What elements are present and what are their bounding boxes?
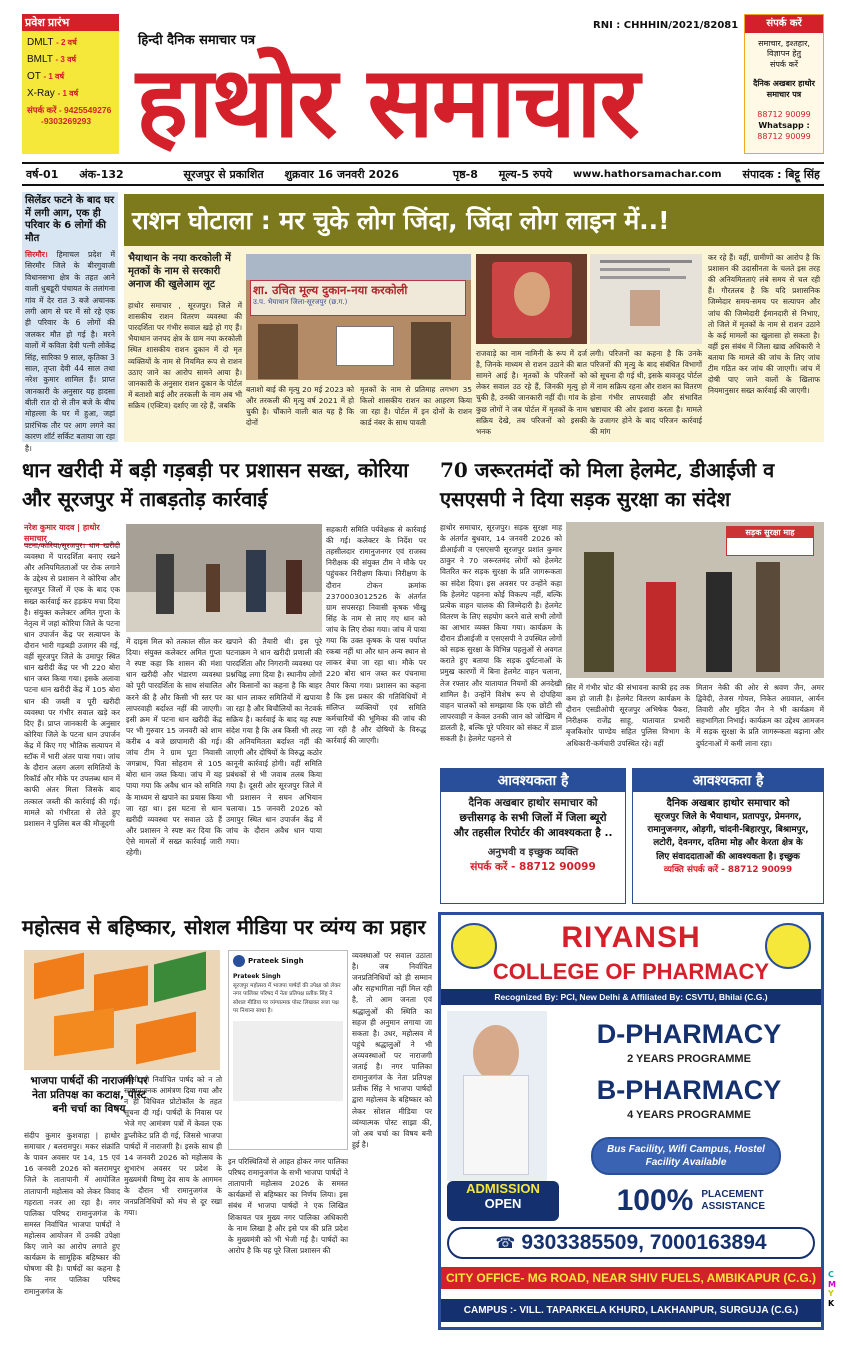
facility-note: Bus Facility, Wifi Campus, Hostel Facility Available: [591, 1137, 781, 1175]
top-story-body-4: राजवाड़े का नाम नामिनी के रूप में दर्ज है, जिनके माध्यम से राशन उठाने की बात सामने आई है। मृतकों के परिजनों को लेकर सवाल उठ रहे हैं, जिनकी मृत्यु हो चुकी है, उनकी जानकारी नहीं दी। गांव के कुछ लोगों ने जब पोर्टल में मृतकों के नाम सक्रिय देखे, तब परिजनों को इसकी भनक: [476, 349, 587, 436]
paddy-headline: धान खरीदी में बड़ी गड़बड़ी पर प्रशासन सख्त, कोरिया और सूरजपुर में ताबड़तोड़ कार्रवाई: [22, 458, 409, 511]
avatar: [233, 955, 245, 967]
city-office: CITY OFFICE- MG ROAD, NEAR SHIV FUELS, AMBIKAPUR (C.G.): [441, 1267, 821, 1289]
top-story-banner: [124, 194, 824, 246]
helmet-headline: 70 जरूरतमंदों को मिला हेलमेट, डीआईजी व एसएसपी ने दिया सड़क सुरक्षा का संदेश: [440, 458, 775, 511]
paddy-col-4: सहकारी समिति पर्यवेक्षक से कार्रवाई की गई। कलेक्टर के निर्देश पर तहसीलदार रामानुजनगर एवं राजस्व निरीक्षक की संयुक्त टीम ने मौके पर पहुंचकर निरीक्षण किया। निरीक्षण के दौरान टोकन क्रमांक 2370003012526 के अंतर्गत ग्राम सपसरहा निवासी कृषक भीखु सिंह के नाम से लाए गए धान को जांच के लिए रोका गया। जांच में पाया गया कि उक्त कृषक के पास पर्याप्त रकबा नहीं था और धान अन्य स्थान से लाकर बेचा जा रहा था। मौके पर 220 बोरा धान जब्त कर पंचनामा तैयार किया गया। प्रशासन का कहना है कि इस प्रकार की गतिविधियों में संलिप्त व्यक्तियों एवं समिति कर्मचारियों की भूमिका की जांच की जा रही है और दोषियों के विरुद्ध कार्रवाई की जाएगी।: [326, 525, 426, 746]
top-story-body-1: हाथोर समाचार , सूरजपुर। जिले में शासकीय राशन वितरण व्यवस्था की पारदर्शिता पर गंभीर सवाल खड़े हो गए हैं। भैयाथान जनपद क्षेत्र के ग्राम नया करकोली स्थित शासकीय राशन दुकान में दो मृत व्यक्तियों के नाम से नियमित रूप से राशन उठाए जाने का आरोप सामने आया है। जानकारी के अनुसार राशन दुकान के पोर्टल में बताशो बाई और तरकली के नाम अब भी सक्रिय (एक्टिव) दर्शाए जा रहे हैं, जबकि: [128, 301, 242, 410]
top-story-body-5: लगी। परिजनों का कहना है कि उनके परिजनों की मृत्यु के बाद संबंधित विभागों को सूचना दी गई थी, इसके बावजूद पोर्टल में नाम सक्रिय रहना और राशन का वितरण होना गंभीर लापरवाही और संभावित भ्रष्टाचार की ओर इशारा करता है। मामले के उजागर होने के बाद परिजन कार्रवाई की मांग: [590, 349, 702, 436]
top-story-headline: राशन घोटाला : मर चुके लोग जिंदा, जिंदा लोग लाइन में..!: [132, 206, 670, 235]
issue-number: अंक-132: [79, 167, 124, 181]
course-d-pharmacy: D-PHARMACY: [596, 1019, 782, 1049]
paddy-col-1: पटना/कोरिया/सूरजपुर। धान खरीदी व्यवस्था में पारदर्शिता बनाए रखने और अनियमितताओं पर रोक लगाने के उद्देश्य से प्रशासन ने कोरिया और सूरजपुर जिलों में एक के बाद एक सख्त कार्रवाई कर हड़कंप मचा दिया है। संयुक्त कलेक्टर अमित गुप्ता के नेतृत्व में जहां कोरिया जिले के पटना धान उपार्जन केंद्र पर सत्यापन के दौरान भारी गड़बड़ी उजागर की गई, वहीं सूरजपुर जिले के उमापुर स्थित धान खरीदी केंद्र पर भी 220 बोरा धान जब्त किया गया। इसके अलावा पटना धान खरीदी केंद्र में 105 बोरा धान की जब्ती व पूरी खरीदी व्यवस्था पर गंभीर सवाल खड़े कर दिए हैं। प्राप्त जानकारी के अनुसार कोरिया जिले के पटना धान उपार्जन केंद्र में किए गए भौतिक सत्यापन में स्टॉक में भारी अंतर पाया गया। जांच के दौरान अलग अलग समितियों के रिकॉर्ड और मौके पर उपलब्ध धान में काफी अंतर मिला जिसके बाद तत्काल जब्ती की कार्रवाई की गई। मामले को गंभीरता से लेते हुए प्रशासन ने पुलिस बल की मौजूदगी: [24, 541, 120, 828]
top-story-body-6: कर रहे हैं। वहीं, ग्रामीणों का आरोप है कि प्रशासन की उदासीनता के चलते इस तरह की अनियमितताएं लंबे समय से चल रही हैं। गौरतलब है कि यदि प्रशासनिक जिम्मेदार समय-समय पर सत्यापन और जांच की जिम्मेदारी ईमानदारी से निभाए, तो जिले में मृतकों के नाम से राशन उठाने के कई मामलों का खुलासा हो सकता है। वहीं इस संबंध में जिला खाद्य अधिकारी ने बताया कि मामले की जांच के लिए जांच टीम गठित कर जांच की जाएगी। जांच में दोषी पाए जाने वालों के खिलाफ नियमानुसार सख्त कार्रवाई की जाएगी।: [708, 253, 820, 396]
wanted-ad-line: छत्तीसगढ़ के सभी जिलों में जिला ब्यूरो: [459, 812, 607, 825]
page-count: पृष्ठ-8: [452, 167, 478, 181]
cmyk-y: Y: [828, 1289, 834, 1299]
helmet-body-2: सिर में गंभीर चोट की संभावना काफी हद तक कम हो जाती है। हेलमेट वितरण कार्यक्रम के दौरान एसडीओपी सूरजपुर अभिषेक पैकरा, निरीक्षक राजेंद्र साहू, यातायात प्रभारी बृजकिशोर पाण्डेय सहित पुलिस विभाग के अधिकारी-कर्मचारी उपस्थित रहे। वहीं: [566, 683, 690, 748]
placement-badge: [591, 1181, 817, 1221]
paddy-photo: [126, 524, 322, 632]
contact-phone: 88712 90099: [757, 110, 811, 120]
course-row: X-Ray - 1 वर्ष: [27, 88, 79, 99]
wanted-ad-contact: संपर्क करें - 88712 90099: [470, 861, 596, 874]
wanted-ad-contact: व्यक्ति संपर्क करें - 88712 90099: [663, 864, 793, 875]
placement-label: PLACEMENT ASSISTANCE: [701, 1189, 766, 1212]
top-story-body-3: मृतकों के नाम से प्रतिमाह लगभग 35 किलो शासकीय राशन का आहरण किया जा रहा है। पोर्टल में इन दोनों के राशन कार्ड नंबर के साथ पावती: [360, 385, 472, 428]
admission-badge: [447, 1181, 559, 1221]
admission-open-label: OPEN: [484, 1196, 522, 1211]
contact-line: समाचार, इश्तहार,: [758, 38, 810, 48]
contact-line: संपर्क करें: [769, 60, 799, 70]
side-story: [22, 192, 118, 453]
wanted-ad-line: लटोरी, देवनगर, दतिमा मोड़ और केरता क्षेत्र के: [653, 838, 803, 849]
shop-sign-text: शा. उचित मूल्य दुकान-नया करकोली: [253, 283, 408, 297]
contact-box: [744, 14, 824, 154]
contact-phone: 88712 90099: [757, 132, 811, 142]
phone-numbers[interactable]: 9303385509, 7000163894: [521, 1231, 767, 1254]
cmyk-k: K: [828, 1298, 835, 1308]
issue-year: वर्ष-01: [26, 167, 59, 181]
course-row: BMLT - 3 वर्ष: [27, 54, 77, 65]
course-b-pharmacy: B-PHARMACY: [596, 1075, 782, 1105]
contact-line: Whatsapp :: [758, 121, 810, 131]
contact-line: समाचार पत्र: [766, 89, 802, 99]
helmet-photo: [566, 522, 824, 678]
college-recognition: Recognized By: PCI, New Delhi & Affiliated By: CSVTU, Bhilai (C.G.): [441, 989, 821, 1005]
festival-col-3: इन परिस्थितियों से आहत होकर नगर पालिका परिषद रामानुजगंज के सभी भाजपा पार्षदों ने तातापानी महोत्सव 2026 के समस्त कार्यक्रमों से बहिष्कार का निर्णय लिया। इस संबंध में भाजपा पार्षदों ने एक लिखित शिकायत पत्र मुख्य नगर पालिका अधिकारी के नाम लिखा है और इसे पत्र की प्रति प्रदेश के मुख्यमंत्री को भी भेजी गई है। पार्षदों का आरोप है कि यह पूरे जिला प्रशासन की: [228, 1157, 348, 1255]
issue-info-bar: [22, 162, 824, 186]
wanted-ad-line: और तहसील रिपोर्टर की आवश्यकता है ..: [453, 827, 613, 840]
bjp-flags-photo: [24, 950, 220, 1070]
phone-strip: [447, 1227, 815, 1259]
wanted-ad-line: दैनिक अखबार हाथोर समाचार को: [666, 798, 790, 809]
editor-name: संपादक : बिट्टू सिंह: [742, 167, 820, 181]
road-safety-banner: [726, 526, 814, 556]
publish-place: सूरजपुर से प्रकाशित: [183, 167, 264, 181]
admission-ad-contact: संपर्क करें - 9425549276: [27, 105, 112, 115]
college-name: RIYANSH: [561, 921, 701, 954]
contact-line: दैनिक अखबार हाथोर: [753, 78, 815, 88]
document-photo: [590, 254, 702, 344]
campus-address: CAMPUS :- VILL. TAPARKELA KHURD, LAKHANPUR, SURGUJA (C.G.): [441, 1299, 821, 1322]
wanted-ad-line: दैनिक अखबार हाथोर समाचार को: [468, 797, 598, 809]
price: मूल्य-5 रुपये: [498, 167, 553, 181]
course-d-pharmacy-duration: 2 YEARS PROGRAMME: [627, 1053, 751, 1065]
course-row: DMLT - 2 वर्ष: [27, 37, 77, 48]
shop-sign-subtext: उ.प. भैयाथान जिला-सूरजपुर (छ.ग.): [253, 298, 348, 306]
side-story-dateline: सिरमौर।: [25, 250, 48, 259]
cmyk-c: C: [828, 1270, 834, 1279]
phone-icon: ☎: [495, 1235, 516, 1252]
newspaper-name: हाथोर समाचार: [136, 46, 638, 160]
cmyk-m: M: [828, 1279, 836, 1289]
tagline: हिन्दी दैनिक समाचार पत्र: [138, 33, 256, 48]
paddy-col-2: में दाइस मिल को तत्काल सील कर दिया। संयुक्त कलेक्टर अमित गुप्ता ने स्पष्ट कहा कि शासन की मंशा धान खरीदी और भंडारण व्यवस्था को पूरी पारदर्शिता के साथ संचालित करने की है और किसी भी स्तर पर लापरवाही बर्दाश्त नहीं की जाएगी। इसी क्रम में पटना धान खरीदी केंद्र पर भी गुरुवार 15 जनवरी को शाम करीब 4 बजे छापामारी की गई। जांच टीम ने ग्राम पूटा निवासी जगन्नाथ, पिता सोहराम से 105 बोरा धान जब्त किया। जांच में यह पाया गया कि अवैध धान को समिति के माध्यम से खपाने का प्रयास किया जा रहा था। इस घटना से धान खरीदी व्यवस्था पर सवाल उठे हैं और प्रशासन ने स्पष्ट कर दिया कि ऐसे मामलों में सख्त कार्रवाई जारी रहेगी।: [126, 637, 222, 858]
admission-ad-contact2: -9303269293: [41, 116, 92, 126]
ration-shop-photo: [246, 254, 471, 380]
paddy-byline: नरेश कुमार यादव | हाथोर समाचार: [24, 522, 120, 545]
social-post-screenshot: [228, 950, 348, 1150]
contact-box-title: संपर्क करें: [745, 15, 823, 33]
website-link[interactable]: www.hathorsamachar.com: [572, 168, 722, 180]
post-author-sub: Prateek Singh: [233, 973, 281, 980]
festival-caption: भाजपा पार्षदों की नाराजगी पर नेता प्रतिपक्ष का कटाक्ष, पोस्ट बनी चर्चा का विषय: [30, 1075, 148, 1116]
rni-number: RNI : CHHHIN/2021/82081: [593, 20, 739, 31]
top-story-body-2: बताशो बाई की मृत्यु 20 मई 2023 को और तरकली की मृत्यु वर्ष 2021 में हो चुकी है। चौंकाने वाली बात यह है कि दोनों: [246, 385, 354, 428]
portrait-photo-1: [476, 254, 587, 344]
ration-shop-sign: [250, 280, 466, 316]
festival-col-1: संदीप कुमार कुशवाहा | हाथोर समाचार / बलरामपुर। मकर संक्रांति के पावन अवसर पर 14, 15 एवं 16 जनवरी 2026 को बलरामपुर जिले के तातापानी में आयोजित तातापानी महोत्सव को लेकर विवाद गहराता नजर आ रहा है। नगर पालिका परिषद रामानुजगंज के समस्त निर्वाचित भाजपा पार्षदों ने महोत्सव आयोजन में उनकी उपेक्षा किए जाने का आरोप लगाते हुए कार्यक्रम के सामूहिक बहिष्कार की घोषणा की है। पार्षदों का कहना है कि नगर पालिका परिषद रामानुजगंज के: [24, 1131, 120, 1296]
wanted-ad-line: सूरजपुर जिले के भैयाथान, प्रतापपुर, प्रेमनगर,: [654, 812, 802, 822]
helmet-body-1: हाथोर समाचार, सूरजपुर। सड़क सुरक्षा माह के अंतर्गत बुधवार, 14 जनवरी 2026 को डीआईजी व एसएसपी सूरजपुर प्रशांत कुमार ठाकुर ने 70 जरूरतमंद लोगों को हेलमेट वितरित कर सड़क सुरक्षा के प्रति जागरूकता का संदेश दिया। इस अवसर पर उन्होंने कहा कि हेलमेट पहनना कोई विकल्प नहीं, बल्कि प्रत्येक वाहन चालक की जिम्मेदारी है। हेलमेट वितरण के लिए सहयोग करने वाले सभी लोगों का आभार व्यक्त किया गया। कार्यक्रम के दौरान डीआईजी व एसएसपी ने उपस्थित लोगों को सड़क सुरक्षा के विभिन्न पहलुओं से अवगत कराते हुए बताया कि सड़क दुर्घटनाओं के प्रमुख कारणों में बिना हेलमेट वाहन चलाना, तेज रफ्तार और यातायात नियमों की अनदेखी शामिल है। उन्होंने विशेष रूप से दोपहिया वाहन चालकों को समझाया कि एक छोटी सी लापरवाही न केवल उनकी जान को जोखिम में डालती है, बल्कि पूरे परिवार को संकट में डाल सकती है। हेलमेट पहनने से: [440, 523, 562, 744]
banner-text: सड़क सुरक्षा माह: [727, 527, 813, 538]
admission-ad-title: प्रवेश प्रारंभ: [22, 14, 119, 31]
student-image: [447, 1011, 547, 1181]
paddy-col-3: खपाने की तैयारी थी। इस पूरे घटनाक्रम ने धान खरीदी प्रणाली की पारदर्शिता और निगरानी व्यवस्था पर प्रश्नचिह्न लगा दिया है। स्थानीय लोगों और किसानों का कहना है कि बाहर का धान लाकर समितियों में खपाया जा रहा है और बिचौलियों का नेटवर्क सक्रिय है। कार्रवाई के बाद यह स्पष्ट संदेश गया है कि अब किसी भी तरह की अनियमितता बर्दाश्त नहीं की जाएगी और दोषियों के विरुद्ध कठोर कानूनी कार्रवाई होगी। वहीं समिति प्रबंधकों से भी जवाब तलब किया गया है। दूसरी ओर सूरजपुर जिले में भी प्रशासन ने सघन अभियान चलाया। 15 जनवरी 2026 को उमापुर स्थित धान उपार्जन केंद्र में जांच के दौरान अवैध धान पाया गया।: [226, 637, 322, 846]
admission-ad-left: [22, 14, 119, 154]
course-row: OT - 1 वर्ष: [27, 71, 65, 82]
college-ad: [438, 912, 824, 1330]
post-author: Prateek Singh: [248, 957, 304, 965]
wanted-ad-line: अनुभवी व इच्छुक व्यक्ति: [487, 846, 579, 858]
issue-date: शुक्रवार 16 जनवरी 2026: [284, 167, 400, 181]
wanted-ad-2-title: आवश्यकता है: [633, 769, 823, 792]
wanted-ad-2: [632, 768, 824, 904]
wanted-ad-1-title: आवश्यकता है: [441, 769, 625, 792]
festival-headline: महोत्सव से बहिष्कार, सोशल मीडिया पर व्यंग्य का प्रहार: [22, 915, 426, 939]
placement-percent: 100%: [616, 1184, 694, 1217]
helmet-body-3: मितान नेकी की ओर से श्रवण जैन, अमर द्विवेदी, तेजस गोयल, निकेत अग्रवाल, आर्यन तिवारी और मुदित जैन ने भी कार्यक्रम में सहभागिता निभाई। कार्यक्रम का उद्देश्य आमजन में सड़क सुरक्षा के प्रति जागरूकता बढ़ाना और दुर्घटनाओं में कमी लाना रहा।: [696, 683, 824, 748]
wanted-ad-line: लिए संवाददाताओं की आवश्यकता है। इच्छुक: [656, 851, 800, 862]
festival-col-2: किसी भी निर्वाचित पार्षद को न तो सम्मानजनक आमंत्रण दिया गया और न ही विधिवत प्रोटोकॉल के तहत सूचना दी गई। पार्षदों के निवास पर भेजे गए आमंत्रण पत्रों में केवल एक डुप्लीकेट प्रति दी गई, जिससे भाजपा पार्षदों में नाराजगी है। इसके साथ ही 14 जनवरी 2026 को महोत्सव के शुभारंभ अवसर पर प्रदेश के मुख्यमंत्री विष्णु देव साय के आगमन के दौरान भी रामानुजगंज के जनप्रतिनिधियों को मंच से दूर रखा गया।: [124, 1075, 222, 1218]
side-story-headline: सिलेंडर फटने के बाद घर में लगी आग, एक ही परिवार के 6 लोगों की मौत: [25, 195, 115, 244]
post-text: सूरजपुर महोत्सव में भाजपा पार्षदों की उपेक्षा को लेकर नगर पालिका परिषद में नेता प्रतिपक्ष प्रतीक सिंह ने सोशल मीडिया पर व्यंग्यात्मक पोस्ट लिखकर सत्ता पक्ष पर निशाना साधा है।: [233, 983, 341, 1014]
course-b-pharmacy-duration: 4 YEARS PROGRAMME: [627, 1109, 751, 1121]
contact-line: विज्ञापन हेतु: [766, 49, 802, 59]
college-subtitle: COLLEGE OF PHARMACY: [492, 959, 770, 984]
wanted-ad-line: रामानुजनगर, ओड़गी, चांदनी-बिहारपुर, बिश्रामपुर,: [647, 825, 809, 836]
top-story-subhead: भैयाथान के नया करकोली में मृतकों के नाम से सरकारी अनाज की खुलेआम लूट: [128, 253, 231, 290]
festival-col-4: व्यवस्थाओं पर सवाल उठाता है। जब निर्वाचित जनप्रतिनिधियों को ही सम्मान और सहभागिता नहीं मिल रही है, तो आम जनता एवं श्रद्धालुओं की स्थिति का सहज ही अनुमान लगाया जा सकता है। उधर, महोत्सव में पहुंचे श्रद्धालुओं ने भी अव्यवस्थाओं पर नाराजगी जताई है। नगर पालिका रामानुजगंज के नेता प्रतिपक्ष प्रतीक सिंह ने भाजपा पार्षदों द्वारा महोत्सव के बहिष्कार को लेकर सोशल मीडिया पर व्यंग्यात्मक पोस्ट साझा की, जो अब चर्चा का विषय बनी हुई है।: [352, 951, 432, 1149]
side-story-body: हिमाचल प्रदेश में सिरमौर जिले के बीरगुवाजी विधानसभा क्षेत्र के तहत आने वाली धुबडूरी पंचायत के तलांगना गांव में देर रात 3 बजे अचानक लगी आग से घर में सो रहे एक ही परिवार के 6 लोगों की जलकर मौत हो गई है। मरने वालों में कविता देवी पत्नी लोकेंद्र सिंह, सारिका 9 साल, कृतिका 3 साल, तृप्ता देवी 44 साल तथा नरेश कुमार शामिल हैं। प्राप्त जानकारी के अनुसार यह हादसा बीती रात दो से तीन बजे के बीच मोहल्ला के घर में हुआ, जहां प्रारंभिक तौर पर आग लगने का कारण शॉर्ट सर्किट बताया जा रहा है।: [25, 250, 115, 453]
cmyk-marks: [828, 1270, 838, 1308]
admission-label: ADMISSION: [466, 1181, 540, 1196]
wanted-ad-1: [440, 768, 626, 904]
